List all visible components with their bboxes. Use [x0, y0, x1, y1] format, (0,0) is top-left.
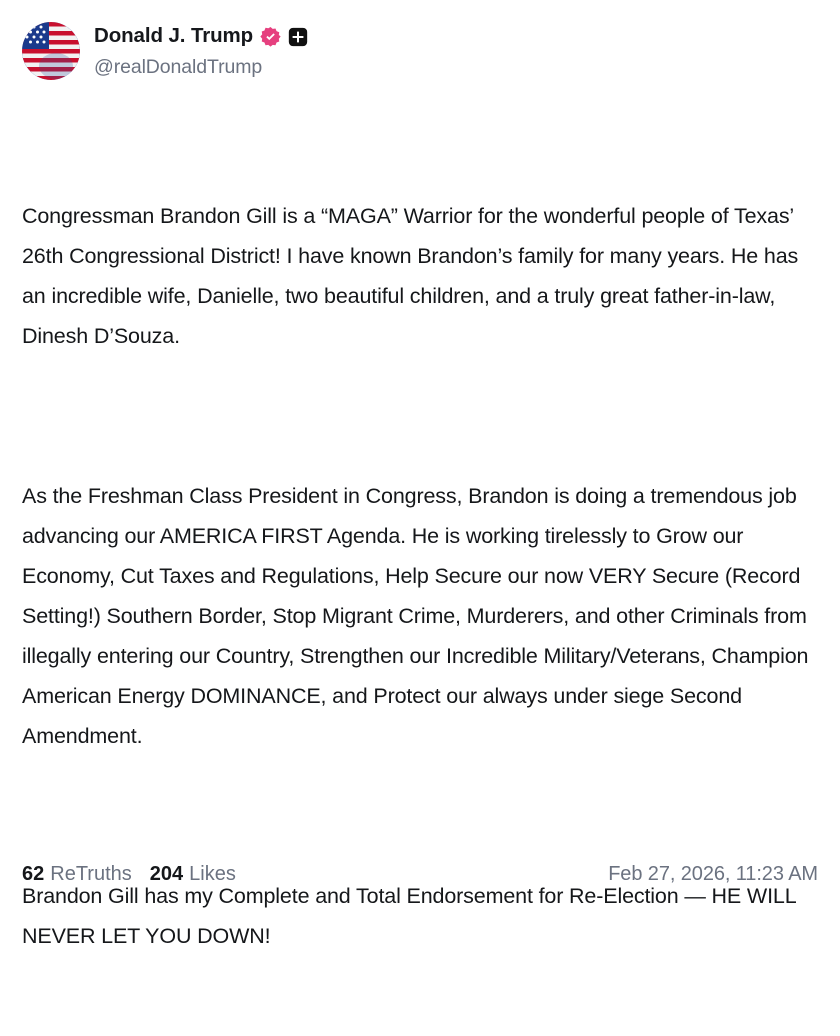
- likes-count: 204: [149, 863, 184, 885]
- post-header: [22, 22, 818, 94]
- retruths-label: ReTruths: [50, 863, 132, 885]
- author-handle[interactable]: @realDonaldTrump: [94, 56, 263, 78]
- post-stats: [22, 863, 236, 886]
- likes-stat[interactable]: [150, 863, 236, 886]
- post-timestamp: Feb 27, 2026, 11:23 AM: [608, 863, 818, 885]
- post-paragraph: Congressman Brandon Gill is a “MAGA” Warrior for the wonderful people of Texas’ 26th Congressional District! I have known Brandon’s family for many years. He has an incredible wife, Danielle, two beautiful children, and a truly great father-in-law, Dinesh D’Souza.: [22, 204, 804, 348]
- author-display-name[interactable]: Donald J. Trump: [94, 24, 254, 48]
- verified-check-icon: [260, 26, 281, 47]
- retruths-count: 62: [22, 863, 45, 885]
- post-paragraph: Brandon Gill has my Complete and Total Endorsement for Re-Election — HE WILL NEVER LET YOU DOWN!: [22, 884, 802, 948]
- post-paragraph: As the Freshman Class President in Congress, Brandon is doing a tremendous job advancing our AMERICA FIRST Agenda. He is working tirelessly to Grow our Economy, Cut Taxes and Regulations, Help Secure our now VERY Secure (Record Setting!) Southern Border, Stop Migrant Crime, Murderers, and other Criminals from illegally entering our Country, Strengthen our Incredible Military/Veterans, Champion American Energy DOMINANCE, and Protect our always under siege Second Amendment.: [22, 484, 813, 748]
- avatar[interactable]: [22, 22, 80, 80]
- likes-label: Likes: [189, 863, 236, 885]
- post-footer: [22, 863, 818, 886]
- author-identity: [94, 22, 308, 79]
- retruths-stat[interactable]: [22, 863, 132, 886]
- plus-badge-icon: [288, 27, 308, 47]
- post-body: [22, 116, 818, 1036]
- author-name-row: [94, 26, 308, 47]
